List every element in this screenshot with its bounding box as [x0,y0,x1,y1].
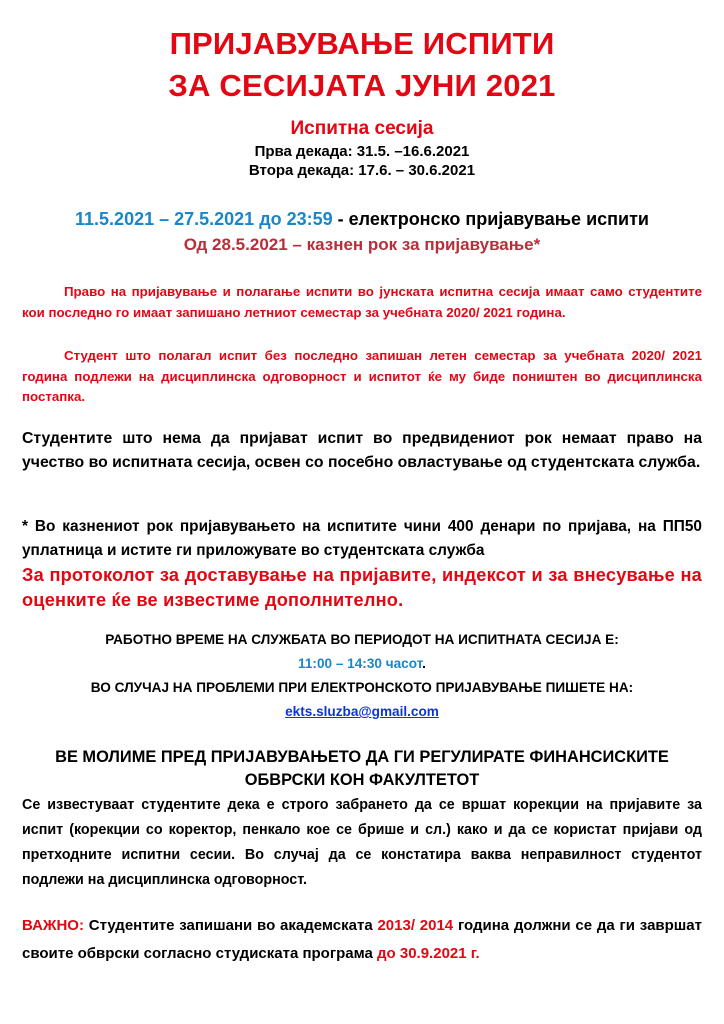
first-decade: Прва декада: 31.5. –16.6.2021 [254,143,470,160]
finance-heading-line-2: ОБВРСКИ КОН ФАКУЛТЕТОТ [244,771,480,789]
penalty-rule [22,346,702,408]
important-label: ВАЖНО: [22,917,84,934]
protocol-notice: За протоколот за доставување на пријавите, индексот и за внесување на оценките ќе ве известиме дополнително. [22,565,702,610]
academic-year: 2013/ 2014 [377,917,454,934]
eligibility-rule [22,282,702,323]
obligations-deadline: до 30.9.2021 г. [377,945,480,962]
late-fee-notice: * Во казнениот рок пријавувањето на испитите чини 400 денари по пријава, на ПП50 уплатница и истите ги приложувате во студентската служба [22,518,702,559]
registration-period [0,209,724,230]
eligibility-rule-text: Право на пријавување и полагање испити во јунската испитна сесија имаат само студентите кои последно го имаат запишано летниот семестар за учебната 2020/ 2021 година. [22,284,702,320]
penalty-rule-text: Студент што полагал испит без последно запишан летен семестар за учебната 2020/ 2021 година подлежи на дисциплинска одговорност и испитот ќе му биде поништен во дисциплинска постапка. [22,348,702,404]
office-hours-suffix: . [422,656,426,671]
second-decade: Втора декада: 17.6. – 30.6.2021 [248,162,476,179]
problems-label: ВО СЛУЧАЈ НА ПРОБЛЕМИ ПРИ ЕЛЕКТРОНСКОТО ПРИЈАВУВАЊЕ ПИШЕТЕ НА: [90,680,634,695]
page-title-line-2: ЗА СЕСИЈАТА ЈУНИ 2021 [168,68,556,103]
support-email-link[interactable]: ekts.sluzba@gmail.com [285,704,439,719]
no-registration-notice: Студентите што нема да пријават испит во предвидениот рок немаат право на учество во испитната сесија, освен со посебно овластување од студентската служба. [22,430,702,471]
page-title-line-1: ПРИЈАВУВАЊЕ ИСПИТИ [169,26,555,61]
office-hours [0,656,724,671]
important-text-1: Студентите запишани во академската [83,917,378,934]
registration-dates: 11.5.2021 – 27.5.2021 до 23:59 [75,209,333,229]
important-notice [22,912,702,968]
office-hours-label: РАБОТНО ВРЕМЕ НА СЛУЖБАТА ВО ПЕРИОДОТ НА ИСПИТНАТА СЕСИЈА Е: [105,632,619,647]
session-heading: Испитна сесија [290,118,434,139]
office-hours-value: 11:00 – 14:30 часот [298,656,423,671]
correction-warning: Се известуваат студентите дека е строго забрането да се вршат корекции на пријавите за испит (корекции со коректор, пенкало кое се брише и сл.) како и да се користат пријави од претходните испитни сесии. Во случај да се констатира ваква неправилност студентот подлежи на дисциплинска одговорност. [22,797,702,888]
finance-heading-line-1: ВЕ МОЛИМЕ ПРЕД ПРИЈАВУВАЊЕТО ДА ГИ РЕГУЛИРАТЕ ФИНАНСИСКИТЕ [55,748,669,766]
late-registration-period: Од 28.5.2021 – казнен рок за пријавување* [183,235,541,254]
important-text-2: година должни се да ги завршат своите обврски согласно студиската програма [22,917,702,962]
registration-text: - електронско пријавување испити [332,209,649,229]
